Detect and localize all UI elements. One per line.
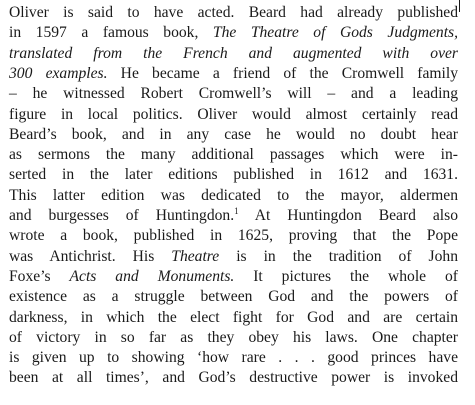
text-line <box>9 43 458 65</box>
text-line <box>9 104 458 126</box>
text-line <box>9 347 458 369</box>
text-line <box>9 22 458 44</box>
text-line <box>9 266 458 288</box>
text-run: of victory in so far as they obey his laws. One chapter <box>9 328 458 346</box>
text-line <box>9 246 458 268</box>
text-run: serted in the later editions published in 1612 and 1631. <box>9 166 458 184</box>
text-run: Oliver is said to have acted. Beard had already published <box>9 4 458 21</box>
text-run: It pictures the whole of <box>234 267 458 285</box>
text-line <box>9 367 458 389</box>
text-run: been at all times’, and God’s destructive power is invoked <box>9 369 458 387</box>
text-line <box>9 63 458 85</box>
text-line <box>9 124 458 146</box>
footnote-marker: 1 <box>234 205 239 216</box>
text-run: existence as a struggle between God and the powers of <box>9 288 458 306</box>
text-line <box>9 225 458 247</box>
italic-title: The Theatre of Gods Judgments, <box>212 24 459 42</box>
text-line <box>9 2 458 24</box>
crop-mark <box>459 0 460 12</box>
text-run: Beard’s book, and in any case he would no doubt hear <box>9 125 458 143</box>
italic-title: Acts and Monuments. <box>69 267 235 285</box>
text-run: in 1597 a famous book, <box>9 24 213 42</box>
text-run: figure in local politics. Oliver would almost certainly read <box>9 105 458 123</box>
text-run: – he witnessed Robert Cromwell’s will – and a leading <box>9 85 458 103</box>
text-run: is given up to showing ‘how rare . . . good princes have <box>9 349 458 367</box>
text-line <box>9 144 458 166</box>
text-run: darkness, in which the elect fight for God and are certain <box>9 308 458 326</box>
text-run: and burgesses of Huntingdon. <box>9 207 235 224</box>
text-line <box>9 286 458 308</box>
text-run: He became a friend of the Cromwell family <box>107 64 458 82</box>
italic-title: 300 examples. <box>9 64 108 82</box>
text-run: Foxe’s <box>9 267 70 285</box>
text-run: wrote a book, published in 1625, proving that the Pope <box>9 227 458 245</box>
text-run: as sermons the many additional passages which were in- <box>9 146 458 164</box>
text-run: This latter edition was dedicated to the mayor, aldermen <box>9 186 458 204</box>
italic-title: Theatre <box>171 247 220 265</box>
text-line <box>9 83 458 105</box>
text-run: is in the tradition of John <box>219 247 458 265</box>
text-line <box>9 307 458 329</box>
text-line <box>9 185 458 207</box>
text-run: At Huntingdon Beard also <box>238 207 458 224</box>
text-line <box>9 205 458 227</box>
italic-title: translated from the French and augmented with over <box>9 44 458 62</box>
text-run: was Antichrist. His <box>9 247 172 265</box>
text-line <box>9 327 458 349</box>
text-line <box>9 164 458 186</box>
